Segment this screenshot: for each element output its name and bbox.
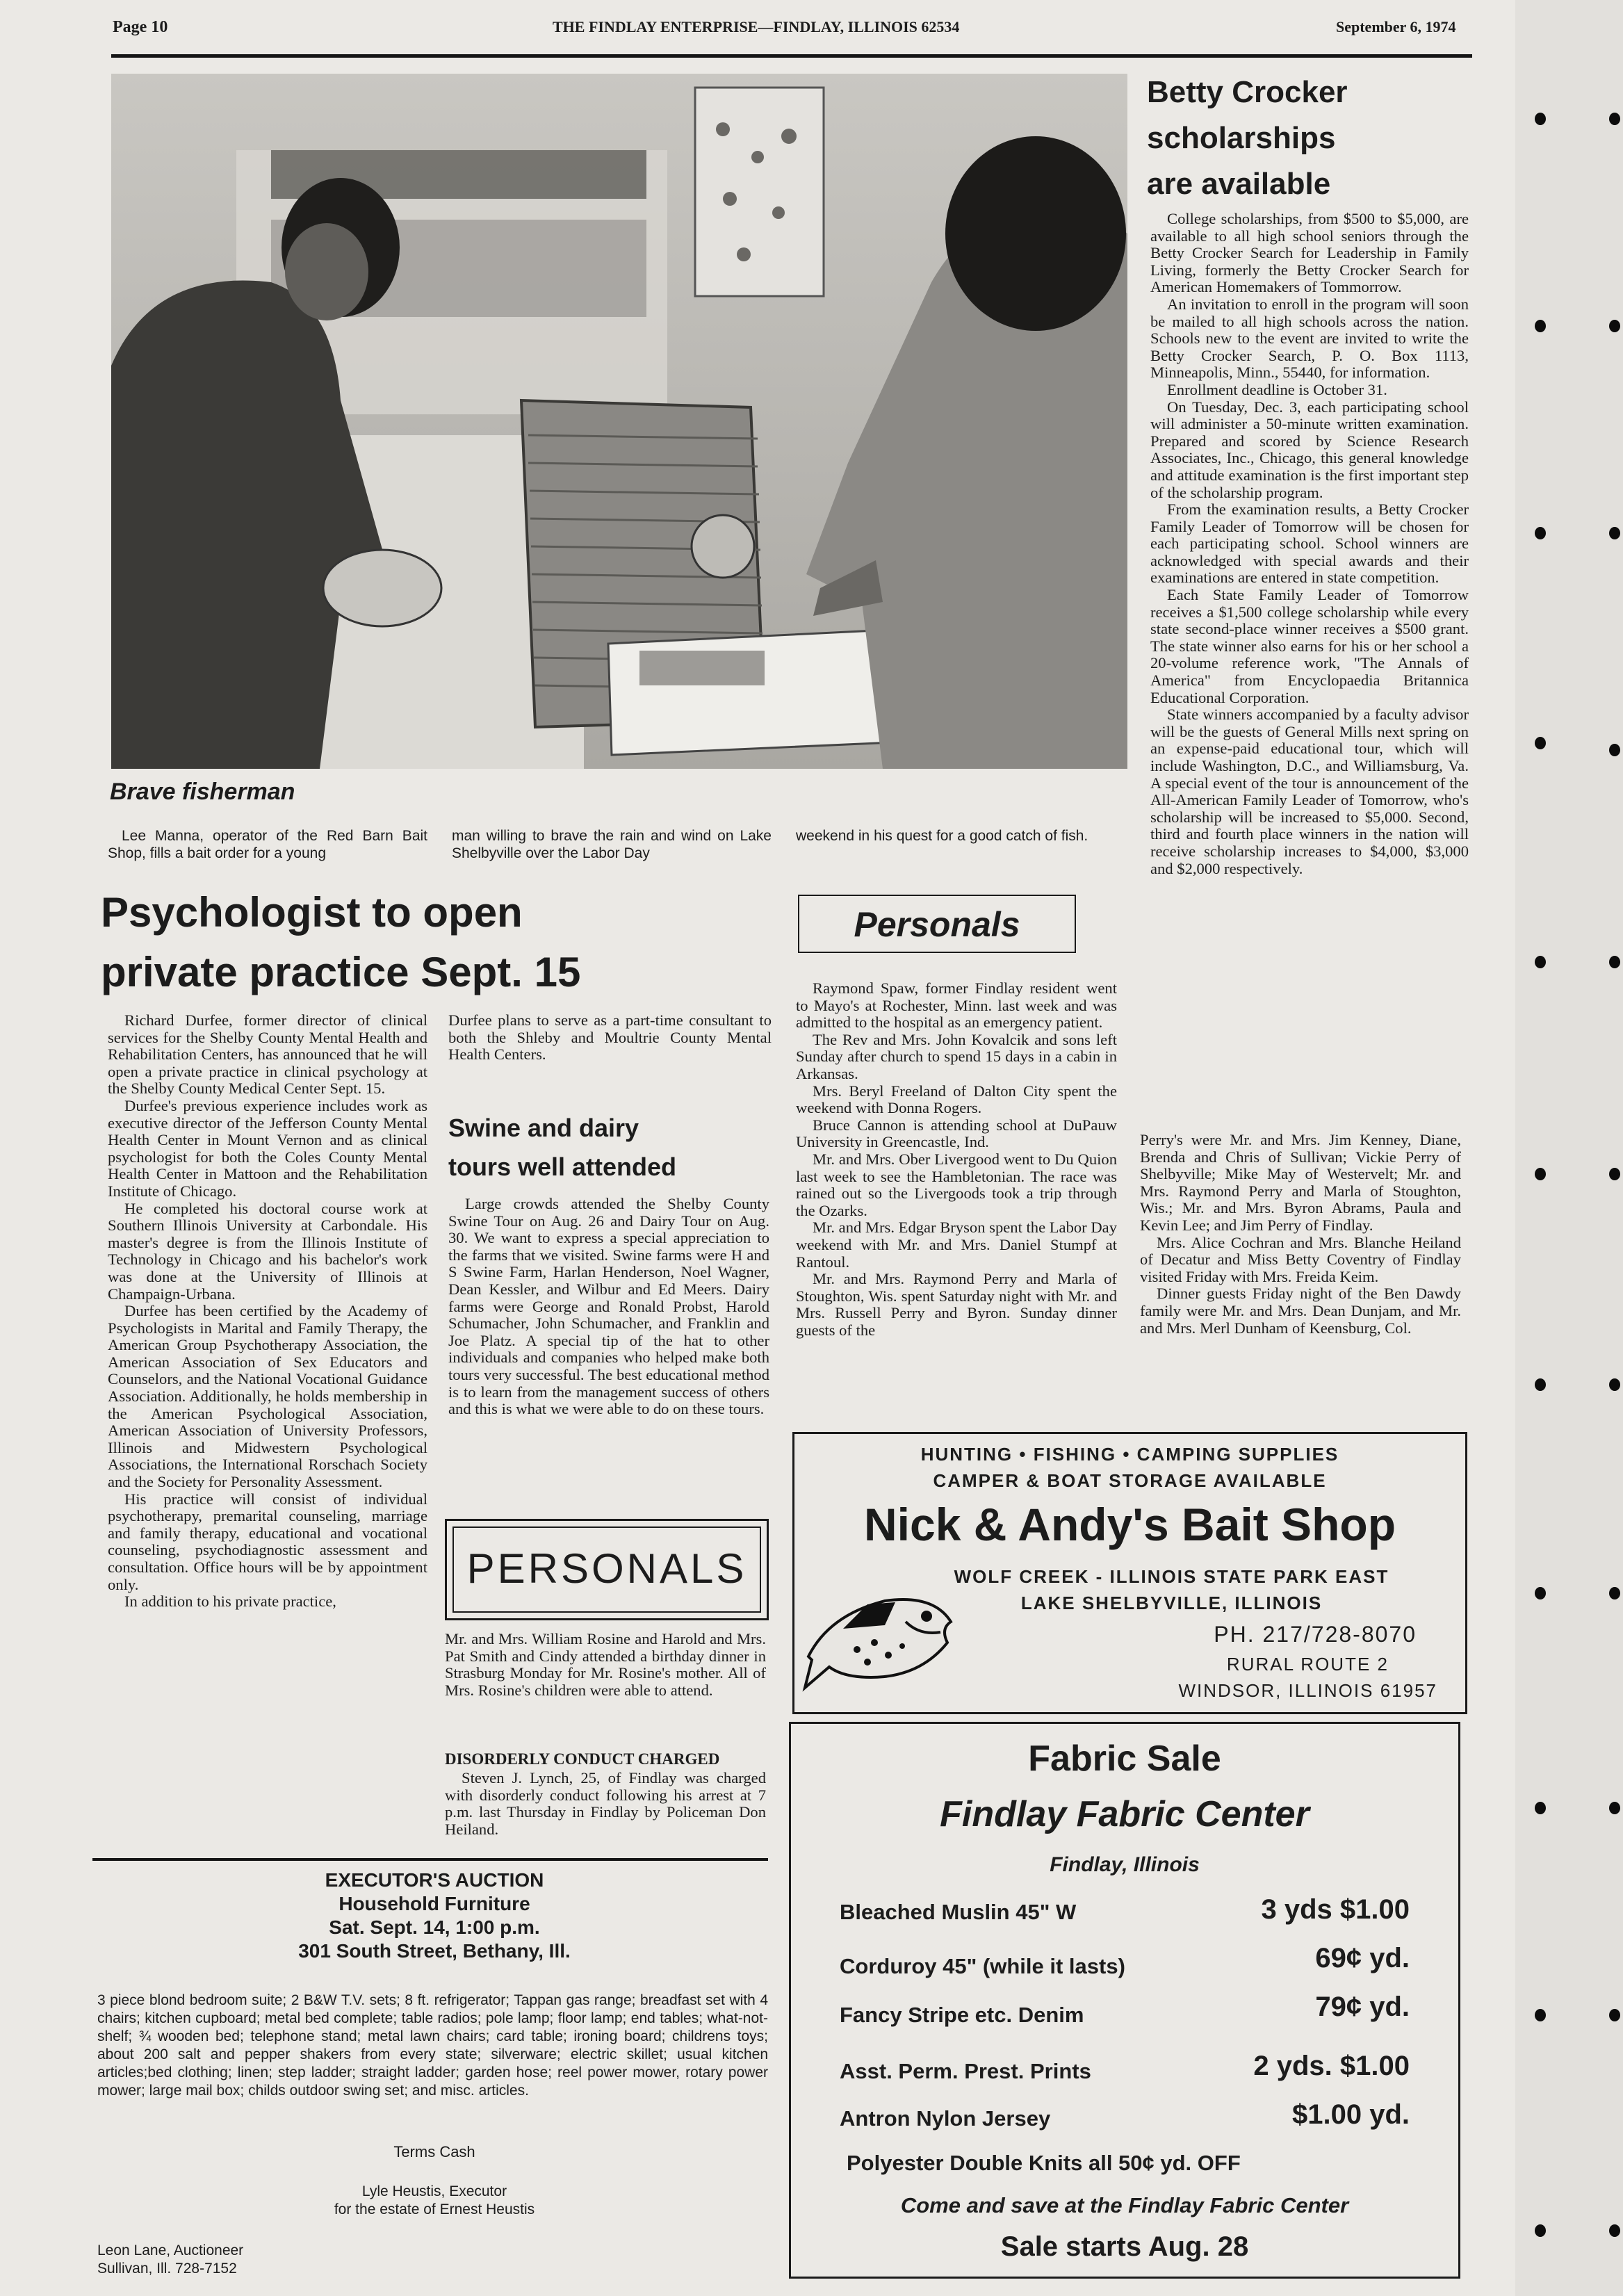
section-rule xyxy=(92,1858,768,1861)
binding-hole xyxy=(1535,1168,1546,1180)
auction-address: 301 South Street, Bethany, Ill. xyxy=(298,1940,571,1962)
issue-date: September 6, 1974 xyxy=(1336,18,1456,35)
auction-title: EXECUTOR'S AUCTION xyxy=(325,1869,544,1891)
bass-fish-icon xyxy=(801,1573,961,1698)
masthead: THE FINDLAY ENTERPRISE—FINDLAY, ILLINOIS 62534 xyxy=(553,18,960,35)
binding-hole xyxy=(1609,113,1620,125)
binding-hole xyxy=(1535,1802,1546,1814)
fabric-ad-location: Findlay, Illinois xyxy=(1050,1853,1200,1876)
photo-caption-col3: weekend in his quest for a good catch of fish. xyxy=(796,828,1088,844)
photo-caption-col2: man willing to brave the rain and wind on Lake Shelbyville over the Labor Day xyxy=(452,828,772,861)
bait-ad-phone: PH. 217/728-8070 xyxy=(1214,1622,1417,1647)
fabric-ad-start-date: Sale starts Aug. 28 xyxy=(1000,2231,1249,2262)
auction-terms: Terms Cash xyxy=(393,2143,475,2160)
swine-headline: Swine and dairy tours well attended xyxy=(448,1114,677,1181)
binding-hole xyxy=(1535,2224,1546,2237)
fabric-ad-title: Fabric Sale xyxy=(1028,1739,1221,1779)
binding-hole xyxy=(1535,113,1546,125)
binding-hole xyxy=(1609,1587,1620,1599)
binding-margin xyxy=(1515,0,1623,2296)
binding-hole xyxy=(1535,2009,1546,2021)
personals-column-2: Perry's were Mr. and Mrs. Jim Kenney, Diane, Brenda and Chris of Sullivan; Vickie Perry of Shelbyville; Mike May of Westervelt; Mr. and Mrs. Raymond Perry and Marla of Stoughton, Wis.; Mr. and Mrs. Byron Abrams, Paula and Kevin Lee; and Jim Perry of Findlay. Mrs. Alice Cochran and Mrs. Blanche Heiland of Decatur and Miss Betty Coventry of Findlay visited Friday with Mrs. Freida Keim. Dinner guests Friday night of the Ben Dawdy family were Mr. and Mrs. Dean Dunjam, and Mr. and Mrs. Merl Dunham of Keensburg, Col. xyxy=(1140,1131,1461,1337)
personals-column-title: Personals xyxy=(854,905,1020,944)
fabric-ad-tagline: Come and save at the Findlay Fabric Center xyxy=(900,2193,1349,2217)
auction-items: 3 piece blond bedroom suite; 2 B&W T.V. sets; 8 ft. refrigerator; Tappan gas range; breadfast set with 4 chairs; kitchen cupboard; metal bed complete; table radios; pole lamp; floor lamp; end tables; what-not-shelf; ¾ wooden bed; telephone stand; metal lawn chairs; card table; ironing board; childrens toys; about 200 salt and pepper shakers from every state; silverware; electric skillet; usual kitchen articles;bed clothing; linen; step ladder; straight ladder; garden hose; reel power mower, rotary power mower; large mail box; childs outdoor swing set; and misc. articles. xyxy=(97,1992,768,2099)
binding-hole xyxy=(1609,1802,1620,1814)
binding-hole xyxy=(1535,1378,1546,1391)
binding-hole xyxy=(1535,737,1546,749)
bait-ad-location: WOLF CREEK - ILLINOIS STATE PARK EAST xyxy=(954,1566,1389,1587)
binding-hole xyxy=(1609,320,1620,332)
bait-shop-ad xyxy=(792,1432,1467,1714)
psychologist-body: Richard Durfee, former director of clinical services for the Shelby County Mental Health and Rehabilitation Centers, has announced that he will open a private practice in clinical psychology at the Shelby County Medical Center Sept. 15. Durfee's previous experience includes work as executive director of the Jefferson County Mental Health Center in Mount Vernon and as clinical psychologist for both the Coles County Mental Health Center in Mattoon and the Rehabilitation Institute of Chicago. He completed his doctoral course work at Southern Illinois University at Carbondale. His master's degree is from the Illinois Institute of Technology in Chicago and his bachelor's work was done at the University of Illinois at Champaign-Urbana. Durfee has been certified by the Academy of Psychologists in Marital and Family Therapy, the American Group Psychotherapy Association, the American Association of Sex Educators and Counselors, and the National Vocational Guidance Association. Additionally, he holds membership in the American Psychological Association, American Association of University Professors, Illinois and Midwestern Psychological Associations, the International Rorschach Society and the Society for Personality Assessment. His practice will consist of individual psychotherapy, premarital counseling, marriage and family therapy, educational and vocational counseling, psychodiagnostic assessment and consultation. Office hours will be by appointment only. In addition to his private practice, xyxy=(108,1011,427,1611)
personals-column-1: Raymond Spaw, former Findlay resident went to Mayo's at Rochester, Minn. last week and was admitted to the hospital as an emergency patient. The Rev and Mrs. John Kovalcik and sons left Sunday after church to spend 15 days in a cabin in Arkansas. Mrs. Beryl Freeland of Dalton City spent the weekend with Donna Rogers. Bruce Cannon is attending school at DuPauw University in Greencastle, Ind. Mr. and Mrs. Ober Livergood went to Du Quion last week to see the Hambletonian. The race was rained out so the Livergoods took a trip through the Ozarks. Mr. and Mrs. Edgar Bryson spent the Labor Day weekend with Mr. and Mrs. Daniel Stumpf at Rantoul. Mr. and Mrs. Raymond Perry and Marla of Stoughton, Wis. spent Saturday night with Mr. and Mrs. Russell Perry and Byron. Sunday dinner guests of the xyxy=(796,979,1117,1339)
page-number: Page 10 xyxy=(113,18,168,36)
auction-executor: Lyle Heustis, Executor for the estate of Ernest Heustis xyxy=(334,2183,535,2217)
binding-hole xyxy=(1609,527,1620,539)
binding-hole xyxy=(1609,1378,1620,1391)
auction-auctioneer: Leon Lane, Auctioneer Sullivan, Ill. 728-7152 xyxy=(97,2242,244,2277)
personals-box-title-frame xyxy=(445,1519,769,1620)
betty-crocker-body: College scholarships, from $500 to $5,000, are available to all high school seniors through the Betty Crocker Search for Leadership in Family Living, formerly the Betty Crocker Search for American Homemakers of Tommorrow. An invitation to enroll in the program will soon be mailed to all high schools across the nation. Schools new to the event are invited to write the Betty Crocker Search, P. O. Box 1113, Minneapolis, Minn., 55440, for information. Enrollment deadline is October 31. On Tuesday, Dec. 3, each participating school will administer a 50-minute written examination. Prepared and scored by Science Research Associates, Inc., Chicago, this general knowledge and attitude examination is the first important step of the scholarship program. From the examination results, a Betty Crocker Family Leader of Tomorrow will be chosen for each participating school. School winners are acknowledged with special awards and their examinations are entered in state competition. Each State Family Leader of Tomorrow receives a $1,500 college scholarship while every state second-place winner receives a $500 grant. The state winner also earns for his or her school a 20-volume reference work, "The Annals of America" from Encyclopaedia Britannica Educational Corporation. State winners accompanied by a faculty advisor will be the guests of General Mills next spring on an expense-paid educational tour, which will include Washington, D.C., and Williamsburg, Va. A special event of the tour is announcement of the All-American Family Leader of Tomorrow, who's scholarship will be increased to $5,000. Second, third and fourth place winners in the nation will receive scholarship increases to $4,000, $3,000 and $2,000 respectively. xyxy=(1150,210,1469,877)
fabric-ad-special: Polyester Double Knits all 50¢ yd. OFF xyxy=(847,2151,1241,2175)
photo-illustration xyxy=(111,74,1127,769)
auction-datetime: Sat. Sept. 14, 1:00 p.m. xyxy=(329,1916,540,1938)
bait-shop-photo xyxy=(111,74,1127,769)
personals-column-title-frame xyxy=(798,895,1076,953)
binding-hole xyxy=(1609,2009,1620,2021)
binding-hole xyxy=(1535,956,1546,968)
bait-ad-lake: LAKE SHELBYVILLE, ILLINOIS xyxy=(1020,1593,1323,1613)
binding-hole xyxy=(1535,320,1546,332)
psychologist-body-continued: Durfee plans to serve as a part-time consultant to both the Shleby and Moultrie County Mental Health Centers. xyxy=(448,1011,772,1064)
betty-crocker-headline: Betty Crocker scholarships are available xyxy=(1147,75,1348,201)
binding-hole xyxy=(1609,1168,1620,1180)
binding-hole xyxy=(1535,1587,1546,1599)
bait-ad-storage: CAMPER & BOAT STORAGE AVAILABLE xyxy=(933,1470,1327,1491)
disorderly-heading: DISORDERLY CONDUCT CHARGED xyxy=(445,1750,720,1768)
fabric-ad-store: Findlay Fabric Center xyxy=(940,1794,1310,1834)
psychologist-headline: Psychologist to open private practice Sept. 15 xyxy=(101,889,581,995)
photo-title: Brave fisherman xyxy=(110,779,295,805)
fabric-sale-ad: Fabric Sale Findlay Fabric Center Findlay, Illinois Bleached Muslin 45" W 3 yds $1.00 Corduroy 45" (while it lasts) 69¢ yd. Fancy Stripe etc. Denim 79¢ yd. Asst. Perm. Prest. Prints 2 yds. $1.00 Antron Nylon Jersey $1.00 yd. Polyester Double Knits all 50¢ yd. OFF Come and save at the Findlay Fabric Center Sale starts Aug. 28 xyxy=(789,1722,1460,2279)
binding-hole xyxy=(1609,2224,1620,2237)
header-rule xyxy=(111,54,1472,58)
binding-hole xyxy=(1609,744,1620,756)
bait-ad-services: HUNTING • FISHING • CAMPING SUPPLIES xyxy=(920,1444,1339,1465)
auction-subtitle: Household Furniture xyxy=(339,1893,530,1914)
photo-caption-col1: Lee Manna, operator of the Red Barn Bait Shop, fills a bait order for a young xyxy=(108,828,427,861)
personals-box-text: Mr. and Mrs. William Rosine and Harold and Mrs. Pat Smith and Cindy attended a birthday dinner in Strasburg Monday for Mr. Rosine's mother. All of Mrs. Rosine's children were able to attend. xyxy=(445,1630,766,1699)
binding-hole xyxy=(1609,956,1620,968)
bait-ad-shop-name: Nick & Andy's Bait Shop xyxy=(863,1499,1396,1550)
disorderly-body: Steven J. Lynch, 25, of Findlay was charged with disorderly conduct following his arrest at 7 p.m. last Thursday in Findlay by Policeman Don Heiland. xyxy=(445,1769,766,1838)
binding-hole xyxy=(1535,527,1546,539)
personals-box-title: PERSONALS xyxy=(466,1545,747,1592)
swine-body: Large crowds attended the Shelby County Swine Tour on Aug. 26 and Dairy Tour on Aug. 30. We want to express a special appreciation to the farms that we visited. Swine farms were H and S Swine Farm, Harlan Henderson, Noel Wagner, Dean Kessler, and Wilbur and Ed Meers. Dairy farms were George and Ronald Probst, Harold Schumacher, John Schumacher, and Franklin and Joe Platz. A special tip of the hat to other individuals and companies who helped make both tours very successful. The best educational method is to learn from the management success of others and this is what we were able to do on these tours. xyxy=(448,1195,769,1418)
bait-ad-city: WINDSOR, ILLINOIS 61957 xyxy=(1178,1680,1437,1701)
bait-ad-route: RURAL ROUTE 2 xyxy=(1226,1654,1389,1675)
auction-header xyxy=(97,1868,772,1963)
